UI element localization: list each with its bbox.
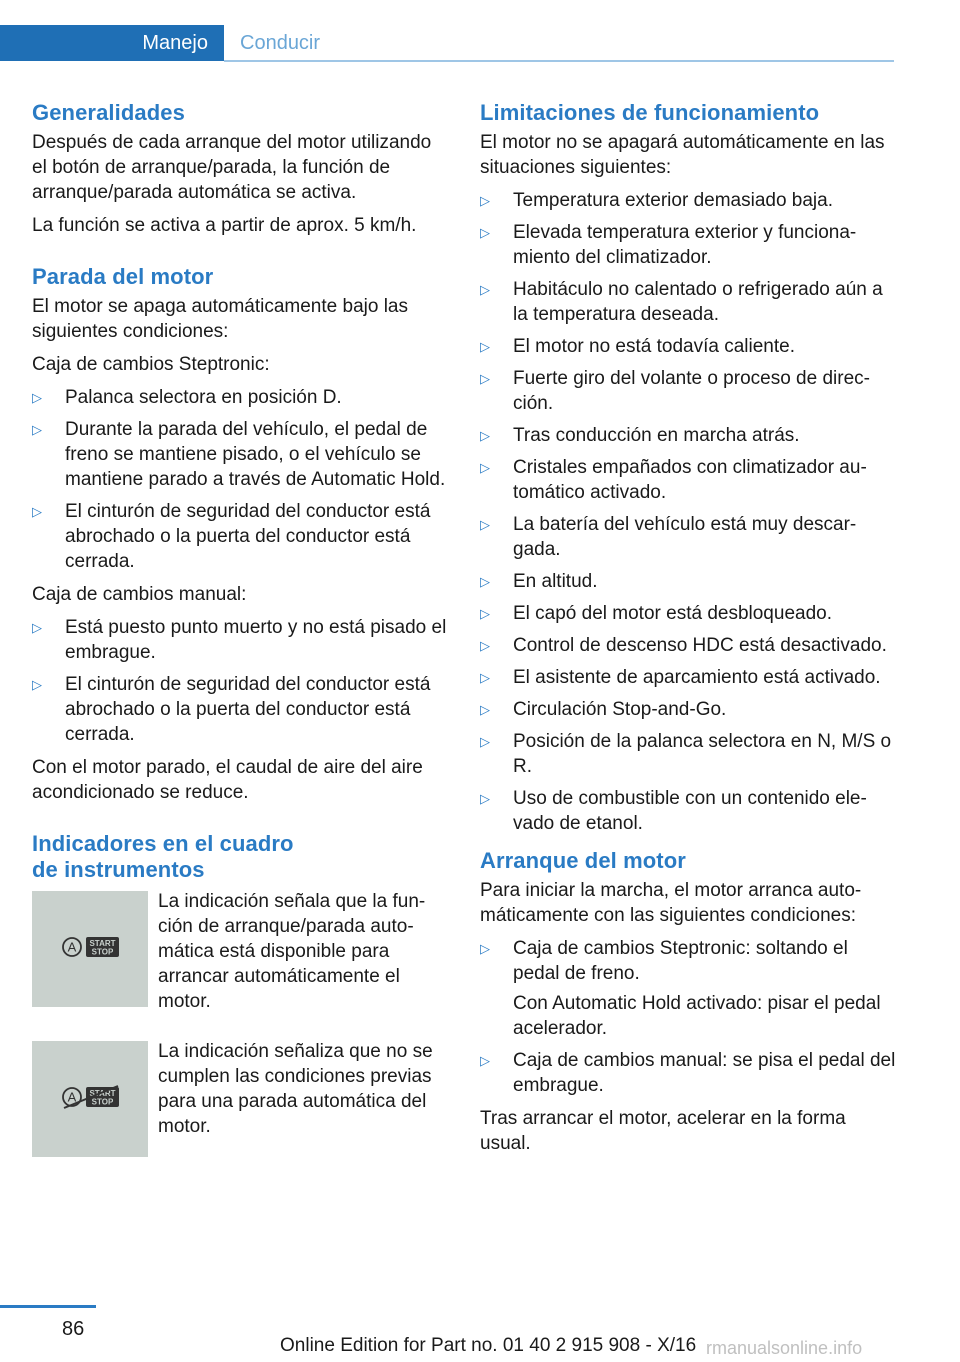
svg-text:STOP: STOP — [91, 947, 114, 957]
arranque-list — [480, 936, 896, 1098]
parada-intro: El motor se apaga automáticamente bajo las siguientes condiciones: — [32, 296, 408, 342]
triangle-right-icon: ▷ — [480, 225, 490, 240]
triangle-right-icon: ▷ — [480, 428, 490, 443]
steptronic-label: Caja de cambios Steptronic: — [32, 354, 270, 375]
heading-indicadores: Indicadores en el cuadro de instrumentos — [32, 831, 294, 882]
triangle-right-icon: ▷ — [480, 193, 490, 208]
auto-start-stop-icon — [32, 891, 148, 1007]
svg-text:STOP: STOP — [91, 1097, 114, 1107]
list-item: ▷ El cinturón de seguridad del conductor está abrochado o la puerta del conductor está cerrada. — [32, 674, 431, 745]
heading-arranque: Arranque del motor — [480, 848, 686, 873]
list-item-subtext: Con Automatic Hold activado: pisar el pedal acelerador. — [513, 993, 881, 1039]
auto-start-stop-off-icon — [32, 1041, 148, 1157]
manual-list — [32, 615, 448, 747]
heading-generalidades: Generalidades — [32, 100, 185, 125]
tab-conducir[interactable] — [224, 25, 894, 61]
indicator-unavailable-text: La indicación señaliza que no se cumplen las condiciones previas para una parada automática del motor. — [158, 1041, 433, 1137]
list-item: ▷ El asistente de aparcamiento está activado. — [480, 667, 881, 688]
svg-text:A: A — [67, 939, 77, 955]
triangle-right-icon: ▷ — [480, 638, 490, 653]
parada-note: Con el motor parado, el caudal de aire del aire acondicionado se reduce. — [32, 757, 423, 803]
triangle-right-icon: ▷ — [480, 941, 490, 956]
arranque-intro: Para iniciar la marcha, el motor arranca automáticamente con las siguientes condiciones: — [480, 880, 862, 926]
triangle-right-icon: ▷ — [32, 422, 42, 437]
svg-text:START: START — [89, 939, 116, 948]
tab-manejo-label: Manejo — [142, 31, 208, 54]
watermark: rmanualsonline.info — [706, 1338, 863, 1358]
triangle-right-icon: ▷ — [32, 677, 42, 692]
list-item: ▷ Temperatura exterior demasiado baja. — [480, 190, 834, 211]
steptronic-list — [32, 385, 448, 574]
triangle-right-icon: ▷ — [480, 702, 490, 717]
triangle-right-icon: ▷ — [480, 734, 490, 749]
generalidades-p1: Después de cada arranque del motor utilizando el botón de arranque/parada, la función de arranque/parada automática se activa. — [32, 132, 432, 203]
list-item: ▷ Fuerte giro del volante o proceso de dirección. — [480, 368, 870, 414]
page-number: 86 — [62, 1318, 85, 1340]
triangle-right-icon: ▷ — [480, 670, 490, 685]
list-item: ▷ El capó del motor está desbloqueado. — [480, 603, 832, 624]
svg-text:START: START — [89, 1089, 116, 1098]
list-item: ▷ Caja de cambios manual: se pisa el pedal del embrague. — [480, 1050, 896, 1096]
limitaciones-list — [480, 188, 896, 836]
triangle-right-icon: ▷ — [480, 339, 490, 354]
footer-divider — [0, 1305, 96, 1308]
triangle-right-icon: ▷ — [480, 606, 490, 621]
list-item: ▷ El motor no está todavía caliente. — [480, 336, 795, 357]
list-item: ▷ En altitud. — [480, 571, 598, 592]
indicator-available-text: La indicación señala que la función de arranque/parada automática está disponible para arrancar automáticamente el motor. — [158, 891, 426, 1012]
list-item: ▷ La batería del vehículo está muy descargada. — [480, 514, 857, 560]
list-item: ▷ Posición de la palanca selectora en N, M/S o R. — [480, 731, 892, 777]
list-item: ▷ Habitáculo no calentado o refrigerado aún a la temperatura deseada. — [480, 279, 883, 325]
arranque-note: Tras arrancar el motor, acelerar en la forma usual. — [480, 1108, 846, 1154]
right-column — [480, 100, 896, 1164]
indicator-unavailable — [32, 1041, 448, 1159]
list-item: ▷ Tras conducción en marcha atrás. — [480, 425, 800, 446]
manual-label: Caja de cambios manual: — [32, 584, 247, 605]
left-column — [32, 100, 448, 1191]
list-item: ▷ Está puesto punto muerto y no está pisado el embrague. — [32, 617, 447, 663]
tab-conducir-label: Conducir — [240, 31, 321, 54]
list-item: ▷ Circulación Stop-and-Go. — [480, 699, 727, 720]
svg-text:A: A — [67, 1089, 77, 1105]
tab-manejo[interactable] — [0, 25, 224, 61]
list-item: ▷ El cinturón de seguridad del conductor está abrochado o la puerta del conductor está cerrada. — [32, 501, 431, 572]
edition-text: Online Edition for Part no. 01 40 2 915 908 - X/16 — [280, 1335, 697, 1356]
triangle-right-icon: ▷ — [480, 460, 490, 475]
limitaciones-intro: El motor no se apagará automáticamente en las situaciones siguientes: — [480, 132, 885, 178]
triangle-right-icon: ▷ — [480, 574, 490, 589]
indicator-available — [32, 891, 448, 1012]
heading-parada-motor: Parada del motor — [32, 264, 214, 289]
list-item: ▷ Control de descenso HDC está desactivado. — [480, 635, 887, 656]
list-item: ▷ Elevada temperatura exterior y funcionamiento del climatizador. — [480, 222, 857, 268]
list-item: ▷ Palanca selectora en posición D. — [32, 387, 342, 408]
triangle-right-icon: ▷ — [480, 1053, 490, 1068]
heading-limitaciones: Limitaciones de funcionamiento — [480, 100, 820, 125]
header-bar — [0, 0, 960, 64]
header-divider — [224, 60, 894, 62]
generalidades-p2: La función se activa a partir de aprox. 5 km/h. — [32, 215, 417, 236]
triangle-right-icon: ▷ — [480, 371, 490, 386]
triangle-right-icon: ▷ — [32, 504, 42, 519]
list-item: ▷ Caja de cambios Steptronic: soltando el pedal de freno. Con Automatic Hold activado: pisar el pedal acelerador. — [480, 936, 896, 1041]
triangle-right-icon: ▷ — [32, 620, 42, 635]
list-item: ▷ Uso de combustible con un contenido elevado de etanol. — [480, 788, 867, 834]
list-item: ▷ Durante la parada del vehículo, el pedal de freno se mantiene pisado, o el vehículo se mantiene parado a través de Automatic Hold. — [32, 419, 446, 490]
triangle-right-icon: ▷ — [480, 517, 490, 532]
list-item: ▷ Cristales empañados con climatizador automático activado. — [480, 457, 867, 503]
triangle-right-icon: ▷ — [480, 791, 490, 806]
triangle-right-icon: ▷ — [480, 282, 490, 297]
triangle-right-icon: ▷ — [32, 390, 42, 405]
